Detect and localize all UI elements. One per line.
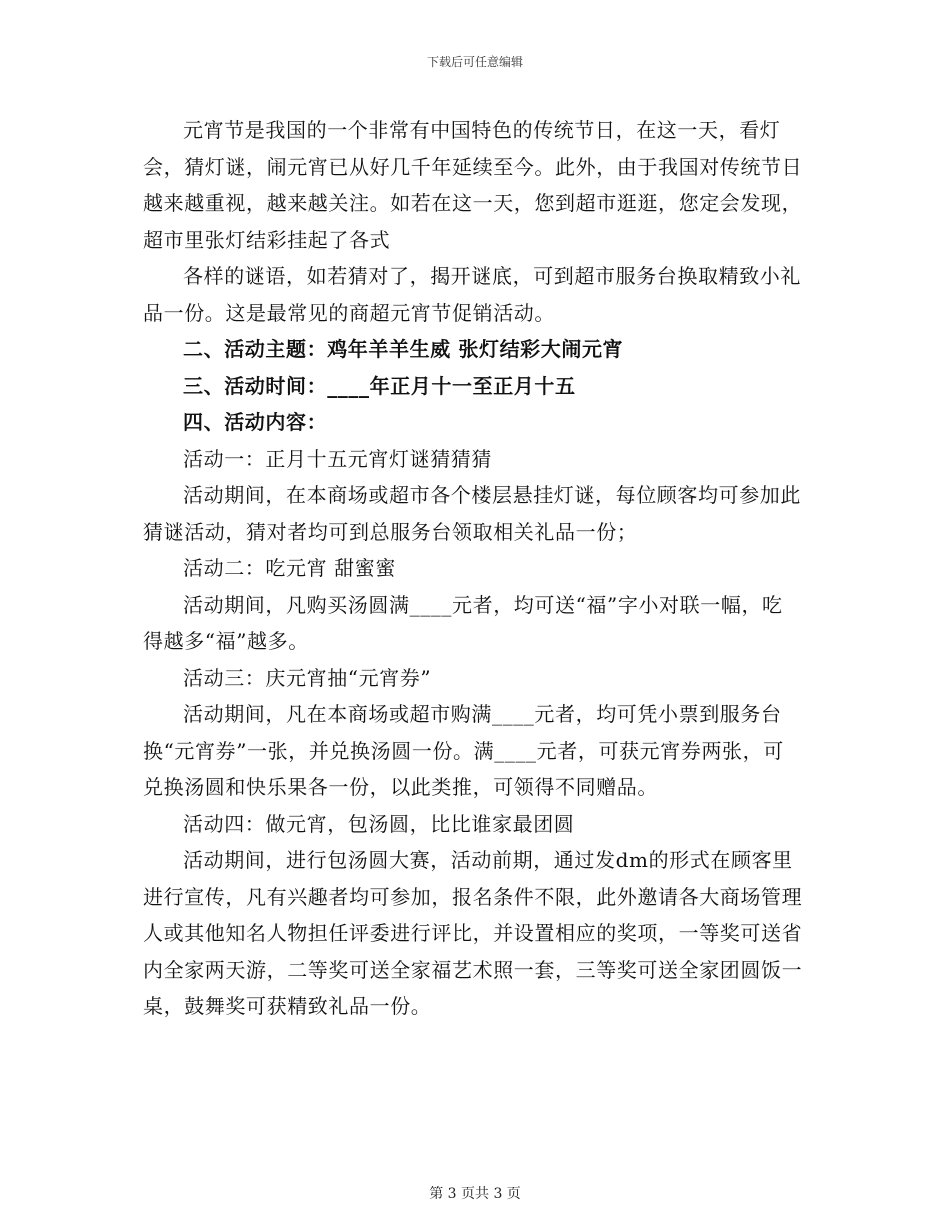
page-header: 下载后可任意编辑	[426, 55, 523, 69]
activity-3-title: 活动三：庆元宵抽“元宵券”	[183, 665, 432, 690]
activity-1-title: 活动一：正月十五元宵灯谜猜猜猜	[183, 446, 492, 471]
paragraph-intro-1: 元宵节是我国的一个非常有中国特色的传统节日，在这一天，看灯会，猜灯谜，闹元宵已从好几千年延续至今。此外，由于我国对传统节日越来越重视，越来越关注。如若在这一天，您到超市逛逛，您定会发现，超市里张灯结彩挂起了各式	[143, 118, 803, 252]
section-time-heading: 三、活动时间：____年正月十一至正月十五	[183, 373, 576, 398]
document-body	[143, 112, 803, 1025]
activity-3-body: 活动期间，凡在本商场或超市购满____元者，均可凭小票到服务台换“元宵券”一张，并兑换汤圆一份。满____元者，可获元宵券两张，可兑换汤圆和快乐果各一份，以此类推，可领得不同赠品。	[143, 702, 784, 799]
activity-2-title: 活动二：吃元宵 甜蜜蜜	[183, 556, 396, 580]
section-theme-heading: 二、活动主题：鸡年羊羊生威 张灯结彩大闹元宵	[183, 337, 624, 361]
activity-4-title: 活动四：做元宵，包汤圆，比比谁家最团圆	[183, 811, 575, 836]
paragraph-intro-2: 各样的谜语，如若猜对了，揭开谜底，可到超市服务台换取精致小礼品一份。这是最常见的商超元宵节促销活动。	[143, 264, 801, 325]
section-content-heading: 四、活动内容：	[183, 410, 328, 434]
activity-1-body: 活动期间，在本商场或超市各个楼层悬挂灯谜，每位顾客均可参加此猜谜活动，猜对者均可到总服务台领取相关礼品一份；	[143, 483, 801, 544]
activity-4-body: 活动期间，进行包汤圆大赛，活动前期，通过发dm的形式在顾客里进行宣传，凡有兴趣者均可参加，报名条件不限，此外邀请各大商场管理人或其他知名人物担任评委进行评比，并设置相应的奖项，一等奖可送省内全家两天游，二等奖可送全家福艺术照一套，三等奖可送全家团圆饭一桌，鼓舞奖可获精致礼品一份。	[143, 848, 803, 1018]
activity-2-body: 活动期间，凡购买汤圆满____元者，均可送“福”字小对联一幅，吃得越多“福”越多。	[143, 592, 783, 653]
page-footer: 第 3 页共 3 页	[429, 1186, 521, 1202]
